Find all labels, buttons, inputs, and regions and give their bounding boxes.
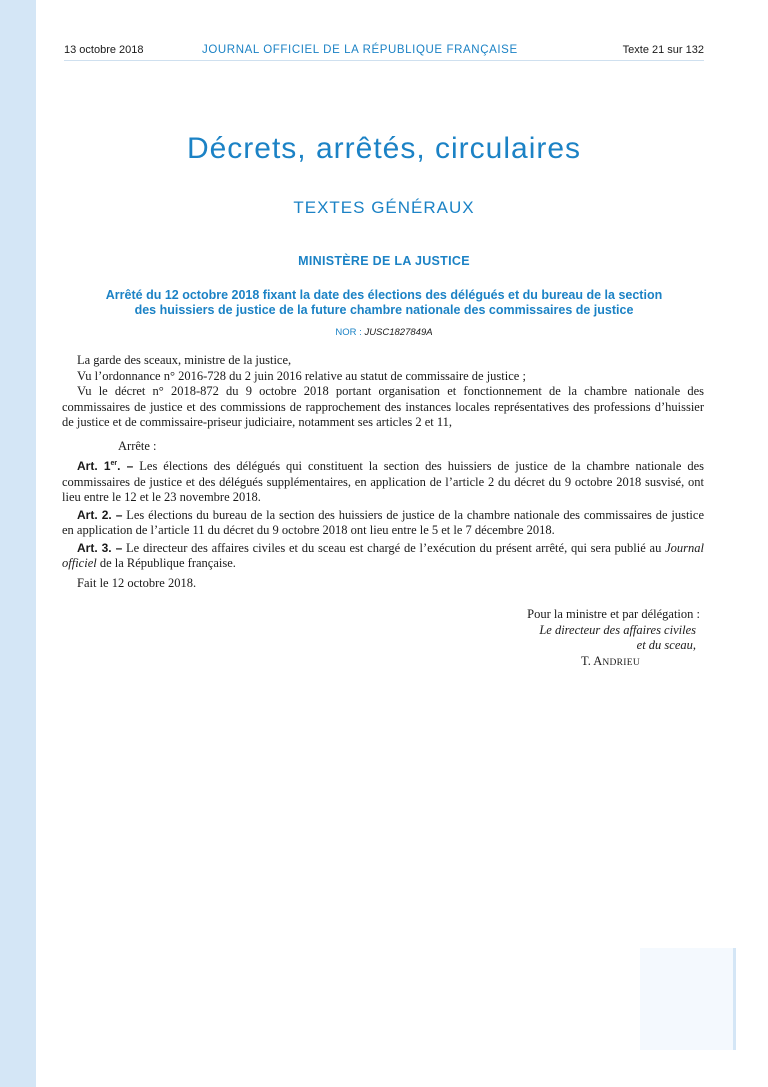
nor-reference bbox=[0, 327, 768, 338]
signature-title-line-2: et du sceau, bbox=[636, 638, 696, 652]
article-1-label: Art. 1er. – bbox=[77, 459, 134, 473]
arrete-title bbox=[60, 288, 708, 318]
arrete-title-line-1: Arrêté du 12 octobre 2018 fixant la date des élections des délégués et du bureau de la section bbox=[105, 288, 663, 302]
ministry-heading: MINISTÈRE DE LA JUSTICE bbox=[298, 254, 470, 268]
preamble-paragraph: La garde des sceaux, ministre de la justice, bbox=[77, 353, 292, 367]
page-corner-tab bbox=[640, 948, 733, 1050]
arrete-title-line-2: des huissiers de justice de la future chambre nationale des commissaires de justice bbox=[134, 303, 634, 317]
preamble-paragraph: Vu l’ordonnance n° 2016-728 du 2 juin 2016 relative au statut de commissaire de justice ; bbox=[77, 368, 526, 383]
signature-delegation-line: Pour la ministre et par délégation : bbox=[527, 607, 700, 621]
signature-block bbox=[420, 607, 700, 671]
article-3-journal-officiel: Journal officiel bbox=[62, 540, 705, 570]
article-1-text: Les élections des délégués qui constituent la section des huissiers de justice de la chambre nationale des commissaires de justice et des délégués supplémentaires, en application de l’article 2 du décret du 9 octobre 2018 susvisé, ont lieu entre le 12 et le 23 novembre 2018. bbox=[62, 459, 704, 504]
header-text-number: Texte 21 sur 132 bbox=[622, 44, 704, 56]
signatory-name: T. ANDRIEU bbox=[581, 653, 640, 668]
nor-label: NOR : bbox=[335, 327, 362, 338]
preamble-paragraph: Vu le décret n° 2018-872 du 9 octobre 2018 portant organisation et fonctionnement de la chambre nationale des commissaires de justice et des commissions de rapprochement des instances locales représentatives des professions d’huissier de justice et de commissaire-priseur judiciaire, notamment ses articles 2 et 11, bbox=[62, 384, 704, 429]
nor-value: JUSC1827849A bbox=[364, 327, 433, 338]
header-date: 13 octobre 2018 bbox=[64, 44, 144, 56]
page-corner-edge bbox=[733, 948, 736, 1050]
article-2-text: Les élections du bureau de la section des huissiers de justice de la chambre nationale des commissaires de justice en application de l’article 11 du décret du 9 octobre 2018 ont lieu entre le 5 et le 7 décembre 2018. bbox=[62, 507, 704, 537]
article-1 bbox=[62, 456, 704, 506]
header-journal-title: JOURNAL OFFICIEL DE LA RÉPUBLIQUE FRANÇAISE bbox=[202, 44, 518, 56]
article-2 bbox=[62, 508, 704, 539]
article-2-label: Art. 2. – bbox=[77, 507, 123, 522]
subsection-title: TEXTES GÉNÉRAUX bbox=[293, 198, 475, 217]
signature-title-line-1: Le directeur des affaires civiles bbox=[539, 622, 696, 637]
article-3-text-after: de la République française. bbox=[99, 556, 236, 570]
article-3 bbox=[62, 541, 704, 572]
header-divider bbox=[64, 60, 704, 61]
document-body bbox=[62, 353, 704, 591]
article-3-text-before: Le directeur des affaires civiles et du sceau est chargé de l’exécution du présent arrêté, qui sera publié au bbox=[126, 540, 662, 555]
article-3-label: Art. 3. – bbox=[77, 540, 123, 555]
fait-date-line: Fait le 12 octobre 2018. bbox=[77, 575, 197, 590]
section-title: Décrets, arrêtés, circulaires bbox=[186, 132, 582, 165]
arrete-word: Arrête : bbox=[118, 438, 157, 453]
